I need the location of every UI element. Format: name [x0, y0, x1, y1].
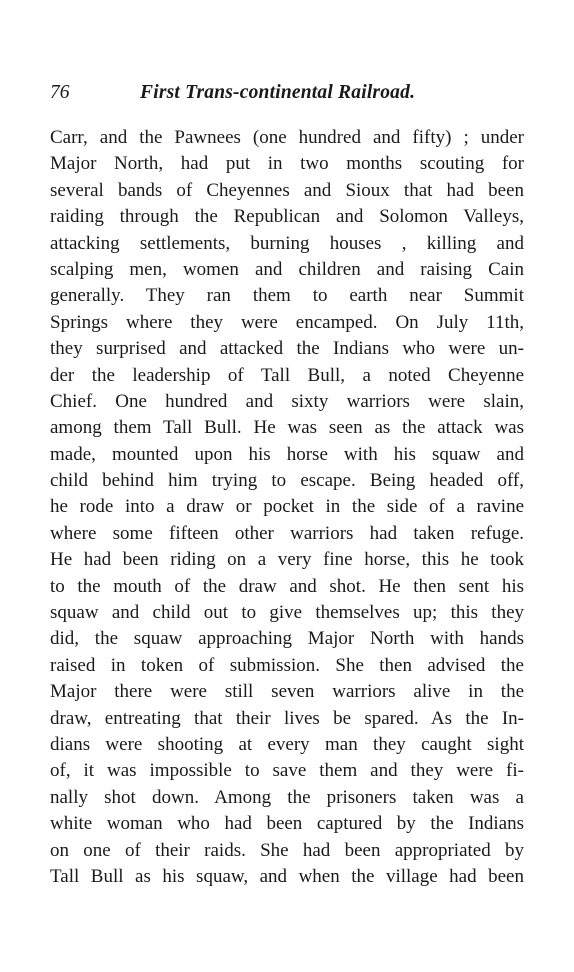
running-head	[50, 78, 530, 108]
text-line: did, the squaw approaching Major North with hands	[50, 628, 524, 650]
text-line: raised in token of submission. She then advised the	[50, 654, 524, 676]
text-line: Major North, had put in two months scouting for	[50, 153, 524, 175]
text-line: squaw and child out to give themselves up; this they	[50, 602, 524, 624]
text-line: He had been riding on a very fine horse, this he took	[50, 549, 524, 571]
text-line: attacking settlements, burning houses , killing and	[50, 232, 524, 254]
text-line: where some fifteen other warriors had taken refuge.	[50, 522, 524, 544]
text-line: he rode into a draw or pocket in the side of a ravine	[50, 496, 524, 518]
text-line: among them Tall Bull. He was seen as the attack was	[50, 417, 524, 439]
text-line: scalping men, women and children and raising Cain	[50, 258, 524, 280]
text-line: on one of their raids. She had been appropriated by	[50, 839, 524, 861]
text-line: they surprised and attacked the Indians who were un-	[50, 338, 524, 360]
text-line: Major there were still seven warriors alive in the	[50, 681, 524, 703]
text-line: Springs where they were encamped. On July 11th,	[50, 311, 524, 333]
text-line: white woman who had been captured by the Indians	[50, 813, 524, 835]
text-line: nally shot down. Among the prisoners taken was a	[50, 786, 524, 808]
text-line: raiding through the Republican and Solomon Valleys,	[50, 206, 524, 228]
page-number: 76	[50, 82, 70, 103]
body-text	[50, 125, 524, 890]
text-line: draw, entreating that their lives be spared. As the In-	[50, 707, 524, 729]
text-line: to the mouth of the draw and shot. He then sent his	[50, 575, 524, 597]
text-line: Tall Bull as his squaw, and when the village had been	[50, 865, 524, 887]
text-line: child behind him trying to escape. Being headed off,	[50, 470, 524, 492]
text-line: made, mounted upon his horse with his squaw and	[50, 443, 524, 465]
text-line: Chief. One hundred and sixty warriors were slain,	[50, 390, 524, 412]
text-line: dians were shooting at every man they caught sight	[50, 733, 524, 755]
text-line: Carr, and the Pawnees (one hundred and fifty) ; under	[50, 127, 524, 148]
text-line: of, it was impossible to save them and they were fi-	[50, 760, 524, 782]
running-title: First Trans-continental Railroad.	[140, 82, 416, 103]
text-line: der the leadership of Tall Bull, a noted Cheyenne	[50, 364, 524, 386]
text-line: several bands of Cheyennes and Sioux that had been	[50, 179, 524, 201]
text-line: generally. They ran them to earth near Summit	[50, 285, 524, 307]
